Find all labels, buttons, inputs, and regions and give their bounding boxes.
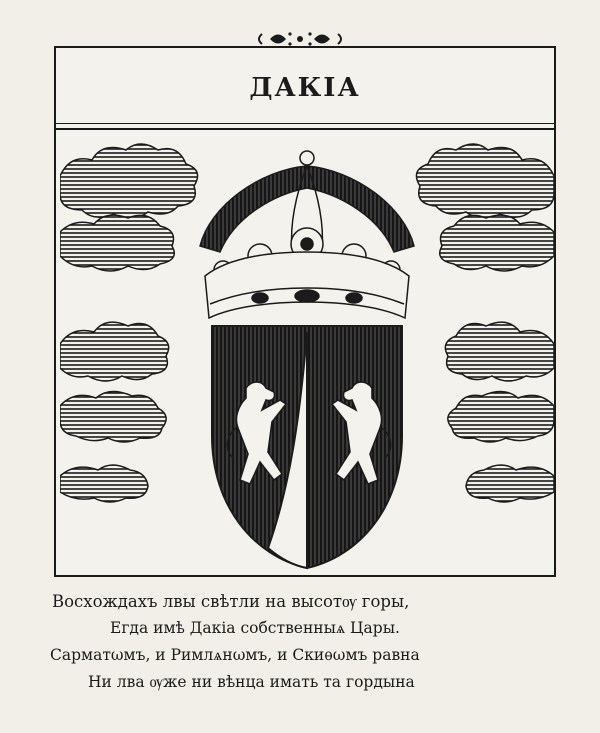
title-box: [56, 48, 554, 130]
verse-line-3: Сарматωмъ, и Римлѧнωмъ, и Скиѳωмъ равна: [50, 646, 420, 664]
verse-line-1: Восхождахъ лвы свѣтли на высотѹ горы,: [52, 592, 410, 611]
plate-title: ДАКІА: [249, 73, 361, 103]
emblem-scene: [60, 136, 554, 572]
verse-line-2: Егда имѣ Дакіа собственныѧ Цары.: [110, 619, 400, 637]
verse-line-4: Ни лва ѹже ни вѣнца имать та гордына: [88, 673, 415, 691]
cloud-icon: [60, 322, 169, 502]
crown-icon: [200, 151, 414, 318]
cloud-icon: [60, 144, 198, 271]
cloud-icon: [416, 144, 554, 502]
engraving-plate: [54, 46, 556, 577]
verse: [40, 588, 580, 696]
